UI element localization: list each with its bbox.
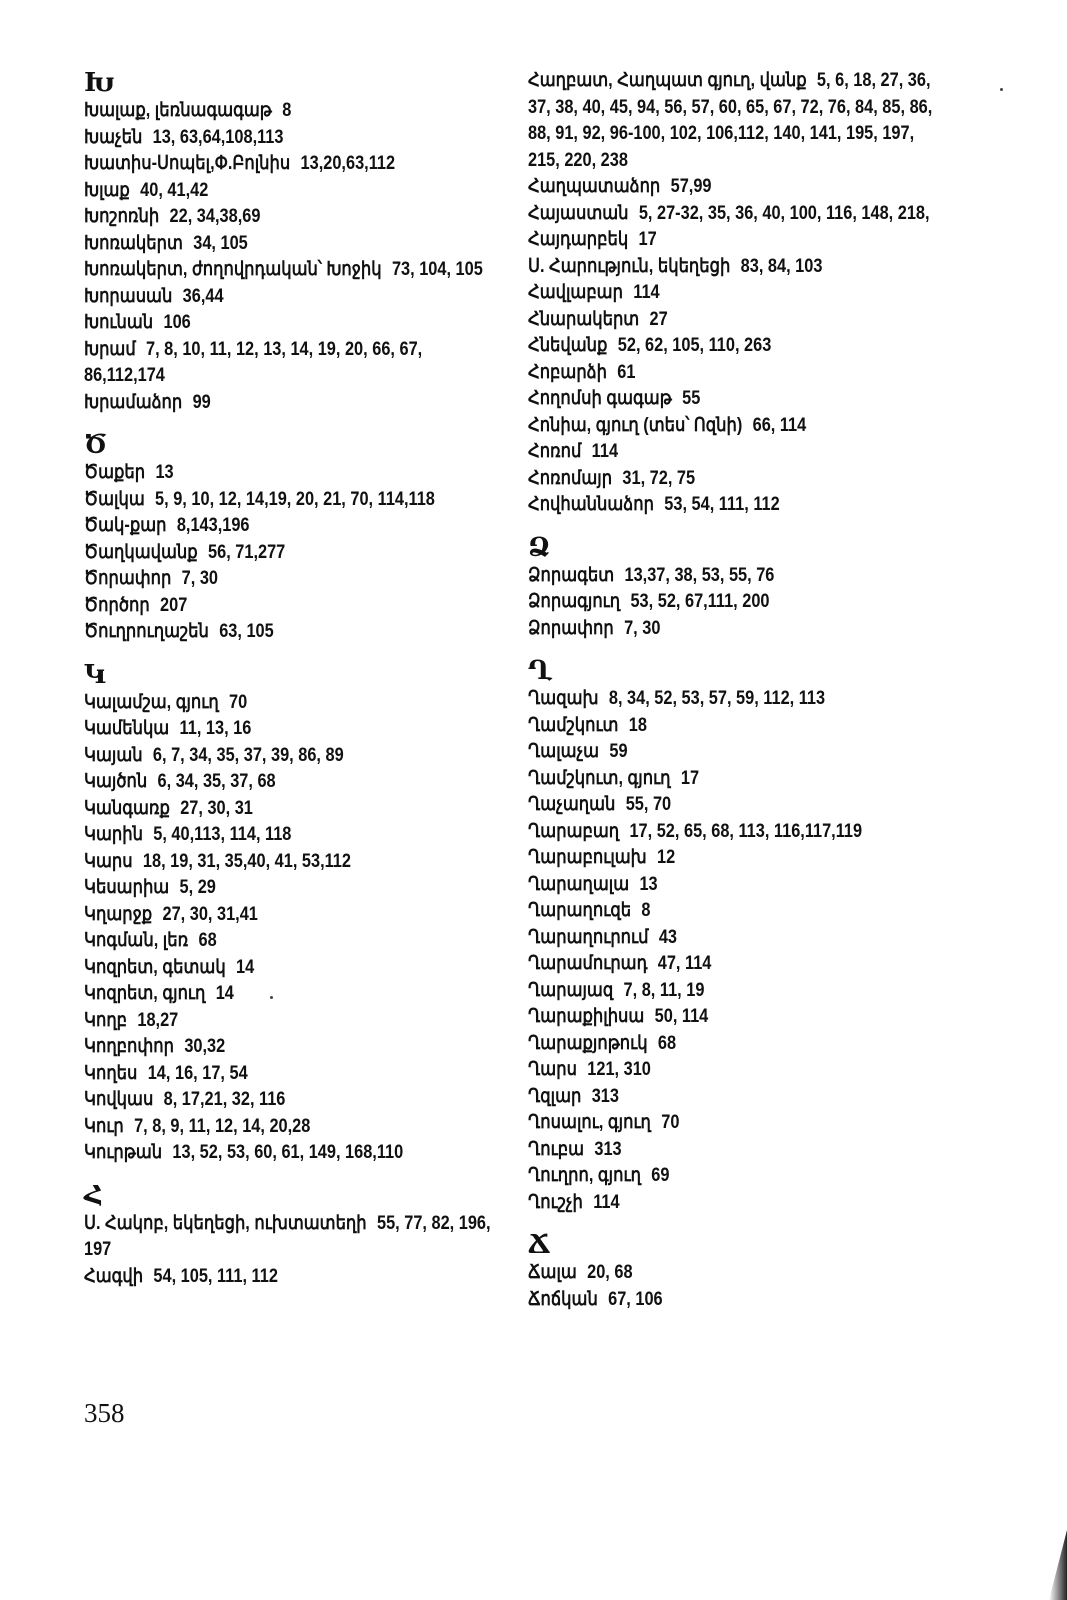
entry-pages: 54, 105, 111, 112	[153, 1265, 278, 1287]
index-entry	[84, 955, 514, 982]
index-entry	[528, 563, 958, 590]
index-entry	[84, 460, 514, 487]
index-entry	[528, 739, 958, 766]
entry-term: Հովհաննաձոր	[528, 494, 654, 515]
entry-term: Կուրթան	[84, 1142, 163, 1163]
entry-term: Ձորափոր	[528, 617, 614, 639]
entry-pages: 56, 71,277	[208, 541, 286, 563]
index-entry	[528, 227, 958, 254]
index-entry	[528, 333, 958, 360]
index-entry	[84, 1140, 514, 1167]
entry-pages: 68	[198, 930, 217, 951]
entry-pages: 5, 29	[179, 877, 216, 898]
index-entry	[528, 1110, 958, 1137]
entry-term: Հաղբատ, Հաղպատ գյուղ, վանք	[528, 70, 807, 91]
entry-term: Ղարաբաղ	[528, 820, 620, 842]
entry-pages: 18	[628, 714, 647, 736]
section-letter: Հ	[84, 1180, 104, 1211]
index-entry	[528, 872, 958, 899]
entry-pages: 36,44	[182, 285, 224, 307]
index-entry	[84, 690, 514, 717]
entry-pages: 27	[649, 308, 668, 330]
index-entry	[84, 716, 514, 743]
entry-pages: 70	[661, 1112, 680, 1133]
entry-term: Հնարակերտ	[528, 308, 640, 330]
index-entry	[528, 792, 958, 819]
index-section	[84, 1167, 544, 1291]
index-entry	[84, 178, 514, 205]
index-entry	[84, 231, 514, 258]
entry-pages: 47, 114	[657, 953, 712, 974]
entry-term: Կանգառք	[84, 797, 170, 819]
index-entry	[84, 1114, 514, 1141]
entry-term: Ղարաղալա	[528, 873, 630, 895]
entry-term: Կարս	[84, 850, 133, 872]
entry-pages: 18,27	[137, 1009, 179, 1031]
entry-term: Հավլաբար	[528, 282, 623, 303]
entry-term: Ղարամուրադ	[528, 953, 648, 974]
section-letter: Ձ	[528, 532, 551, 563]
section-gap	[528, 1216, 988, 1230]
entry-pages: 114	[591, 441, 619, 462]
entry-pages: 313	[594, 1138, 622, 1160]
entry-term: Ծաղկավանք	[84, 541, 198, 563]
index-entry	[528, 978, 958, 1005]
index-entry	[84, 796, 514, 823]
entry-term: Ղզլար	[528, 1085, 582, 1107]
entry-pages: 57,99	[670, 176, 712, 197]
index-entry	[528, 307, 958, 334]
entry-term: Ղուբա	[528, 1138, 585, 1160]
index-entry	[84, 981, 514, 1008]
entry-term: Ղամշկուտ	[528, 714, 619, 736]
entry-term: Ղուղրո, գյուղ	[528, 1165, 641, 1186]
entry-term: Հնեվանք	[528, 335, 608, 356]
index-entry	[528, 386, 958, 413]
entry-pages: 43	[658, 926, 677, 948]
entry-pages: 13, 52, 53, 60, 61, 149, 168,110	[172, 1142, 404, 1163]
entry-term: Ղարաքիլիսա	[528, 1006, 645, 1027]
section-letter: Կ	[84, 659, 106, 690]
index-entry	[528, 1287, 958, 1314]
entry-term: Ձորագետ	[528, 564, 615, 586]
entry-term: Խալաք, լեռնագագաթ	[84, 100, 272, 121]
entry-pages: 207	[160, 594, 188, 616]
index-entry	[528, 845, 958, 872]
entry-pages: 14	[215, 983, 234, 1004]
entry-term: Կարին	[84, 824, 143, 845]
entry-term: Խոռակերտ	[84, 232, 183, 254]
index-entry	[528, 254, 958, 281]
section-letter: Ղ	[528, 656, 552, 686]
entry-pages: 52, 62, 105, 110, 263	[617, 335, 772, 356]
index-entry	[84, 822, 514, 849]
entry-pages: 17	[680, 767, 700, 789]
index-entry	[528, 1057, 958, 1084]
index-entry	[84, 769, 514, 796]
index-entry	[528, 466, 958, 493]
entry-term: Կոզրետ, գետակ	[84, 956, 226, 978]
entry-term: Կովկաս	[84, 1089, 154, 1110]
index-section	[528, 642, 988, 1216]
entry-pages: 27, 30, 31,41	[162, 903, 258, 925]
entry-pages: 7, 30	[181, 568, 219, 589]
entry-term: Ծործոր	[84, 594, 150, 616]
index-entry	[84, 513, 514, 540]
entry-term: Ծալկա	[84, 488, 145, 510]
entry-term: Ղարաղուզե	[528, 900, 632, 921]
entry-pages: 114	[593, 1191, 620, 1213]
entry-term: Հոռոմ	[528, 441, 582, 462]
entry-pages: 11, 13, 16	[179, 718, 252, 739]
entry-pages: 99	[192, 391, 211, 413]
entry-term: Կողբոփոր	[84, 1036, 175, 1057]
entry-pages: 55, 77, 82, 196, 197	[84, 1212, 491, 1260]
entry-term: Ճոճկան	[528, 1288, 598, 1310]
entry-term: Հոռոմայր	[528, 467, 613, 489]
entry-term: Խունան	[84, 312, 154, 333]
entry-pages: 313	[591, 1085, 619, 1107]
index-entry	[84, 875, 514, 902]
entry-pages: 50, 114	[654, 1006, 709, 1027]
entry-term: Խոռակերտ, ժողովրդական՝ Խոջիկ	[84, 259, 382, 280]
entry-pages: 68	[657, 1032, 677, 1054]
entry-term: Կողես	[84, 1062, 138, 1084]
entry-pages: 6, 7, 34, 35, 37, 39, 86, 89	[152, 744, 344, 766]
entry-pages: 7, 8, 11, 19	[623, 979, 705, 1001]
index-entry	[84, 337, 502, 390]
index-entry	[84, 619, 514, 646]
index-entry	[528, 1260, 958, 1287]
entry-term: Կամենկա	[84, 718, 170, 739]
index-entry	[84, 1087, 514, 1114]
entry-pages: 14, 16, 17, 54	[147, 1062, 248, 1084]
entry-pages: 20, 68	[587, 1262, 633, 1283]
entry-pages: 61	[617, 361, 636, 383]
entry-term: Ղարաղուրում	[528, 926, 649, 948]
entry-term: Հայդարբեկ	[528, 229, 629, 250]
section-gap	[84, 646, 544, 660]
index-entry	[528, 1163, 958, 1190]
section-gap	[84, 1167, 544, 1181]
entry-term: Խաչեն	[84, 126, 143, 148]
entry-pages: 63, 105	[219, 621, 274, 642]
entry-pages: 106	[163, 312, 191, 333]
entry-pages: 13, 63,64,108,113	[152, 126, 284, 148]
entry-term: Ծաքեր	[84, 462, 146, 483]
entry-pages: 7, 30	[624, 617, 661, 639]
index-entry	[528, 589, 958, 616]
entry-pages: 5, 9, 10, 12, 14,19, 20, 21, 70, 114,118	[155, 488, 435, 510]
entry-term: Ղալաչա	[528, 741, 600, 762]
entry-pages: 5, 27-32, 35, 36, 40, 100, 116, 148, 218,	[638, 202, 930, 224]
section-gap	[528, 642, 988, 656]
entry-pages: 67, 106	[608, 1288, 663, 1310]
section-letter: Ճ	[528, 1230, 551, 1260]
entry-term: Խլաք	[84, 179, 130, 201]
entry-term: Ղազախ	[528, 688, 599, 709]
entry-pages: 13	[639, 873, 658, 895]
entry-pages: 7, 8, 9, 11, 12, 14, 20,28	[134, 1115, 311, 1137]
entry-pages: 31, 72, 75	[622, 467, 696, 489]
index-section	[84, 68, 544, 416]
entry-pages: 14	[236, 956, 255, 978]
index-entry	[84, 849, 514, 876]
entry-pages: 55, 70	[625, 794, 672, 815]
section-letter: Ծ	[84, 430, 108, 460]
entry-pages: 66, 114	[752, 414, 807, 436]
section-gap	[528, 519, 988, 533]
entry-term: Ղուշչի	[528, 1191, 583, 1213]
scan-speck	[1000, 88, 1003, 91]
entry-pages: 13,37, 38, 53, 55, 76	[624, 564, 775, 586]
right-column	[528, 68, 988, 1313]
index-entry	[528, 713, 958, 740]
entry-pages: 70	[229, 691, 248, 713]
index-entry	[84, 390, 514, 417]
entry-pages: 8	[641, 900, 651, 921]
index-entry	[84, 125, 514, 152]
entry-term: Ղոսալու, գյուղ	[528, 1112, 651, 1133]
index-entry	[84, 98, 514, 125]
entry-term: Ձորագյուղ	[528, 591, 621, 612]
index-entry	[528, 360, 958, 387]
entry-pages: 8	[282, 100, 292, 121]
entry-term: Խրամաձոր	[84, 391, 183, 413]
index-entry	[84, 928, 514, 955]
left-column	[84, 68, 544, 1290]
entry-term: Ս. Հակոբ, եկեղեցի, ուխտատեղի	[84, 1212, 367, 1234]
entry-term: Հագվի	[84, 1265, 144, 1287]
entry-term: Հաղպատաձոր	[528, 176, 661, 197]
entry-term: Ճալա	[528, 1262, 577, 1283]
entry-pages: 53, 52, 67,111, 200	[630, 591, 770, 612]
index-entry	[84, 310, 514, 337]
index-entry	[528, 766, 958, 793]
entry-term: Ղարս	[528, 1059, 577, 1080]
entry-pages: 30,32	[184, 1036, 226, 1057]
entry-term: Խորասան	[84, 285, 173, 307]
index-entry	[528, 1084, 958, 1111]
scan-edge-shadow	[1049, 1530, 1067, 1600]
index-entry	[528, 819, 958, 846]
entry-term: Հայաստան	[528, 202, 629, 224]
entry-term: Ղարաբուլախ	[528, 847, 647, 868]
index-entry	[528, 686, 958, 713]
entry-pages: 40, 41,42	[140, 179, 209, 201]
index-entry	[84, 257, 502, 284]
index-entry	[84, 487, 514, 514]
entry-term: Ղարայազ	[528, 979, 614, 1001]
entry-term: Կուր	[84, 1115, 124, 1137]
entry-term: Խրամ	[84, 338, 136, 360]
index-entry	[84, 566, 514, 593]
index-entry	[528, 201, 958, 228]
index-entry	[528, 68, 946, 174]
index-section	[528, 68, 988, 519]
entry-pages: 17, 52, 65, 68, 113, 116,117,119	[629, 820, 863, 842]
entry-pages: 6, 34, 35, 37, 68	[157, 771, 276, 792]
index-entry	[528, 1031, 958, 1058]
index-entry	[528, 413, 958, 440]
scan-speck	[270, 996, 273, 999]
index-entry	[528, 492, 958, 519]
index-entry	[528, 174, 958, 201]
index-section	[84, 416, 544, 646]
entry-pages: 8,143,196	[176, 515, 250, 536]
entry-pages: 55	[682, 388, 701, 409]
entry-pages: 114	[633, 282, 660, 303]
index-entry	[84, 151, 514, 178]
index-entry	[84, 540, 514, 567]
entry-term: Հոբարձի	[528, 361, 607, 383]
index-entry	[528, 1004, 958, 1031]
section-gap	[84, 416, 544, 430]
entry-term: Կողբ	[84, 1009, 128, 1031]
entry-pages: 34, 105	[193, 232, 248, 254]
section-letter: Խ	[84, 68, 115, 98]
entry-term: Կոգման, լեռ	[84, 930, 189, 951]
entry-pages: 73, 104, 105	[391, 259, 483, 280]
entry-pages: 13	[155, 462, 174, 483]
entry-pages: 8, 34, 52, 53, 57, 59, 112, 113	[608, 688, 826, 709]
index-entry	[528, 1190, 958, 1217]
index-entry	[528, 280, 958, 307]
index-entry	[84, 902, 514, 929]
entry-pages: 18, 19, 31, 35,40, 41, 53,112	[142, 850, 351, 872]
page-number: 358	[84, 1398, 125, 1428]
entry-term: Հողոմսի գագաթ	[528, 388, 672, 409]
entry-pages: 22, 34,38,69	[169, 206, 261, 227]
entry-pages: 7, 8, 10, 11, 12, 13, 14, 19, 20, 66, 67, 86,112,174	[84, 338, 423, 386]
index-section	[528, 1216, 988, 1313]
index-entry	[84, 593, 514, 620]
entry-term: Ծակ-քար	[84, 515, 167, 536]
index-entry	[84, 1008, 514, 1035]
entry-term: Ծորափոր	[84, 568, 172, 589]
index-entry	[528, 616, 958, 643]
entry-pages: 12	[657, 847, 676, 868]
entry-term: Կալամշա, գյուղ	[84, 691, 219, 713]
index-entry	[84, 1211, 502, 1264]
entry-pages: 59	[609, 741, 628, 762]
index-entry	[528, 439, 958, 466]
entry-term: Կայծոն	[84, 771, 148, 792]
entry-pages: 27, 30, 31	[180, 797, 253, 819]
entry-term: Ծուղրուղաշեն	[84, 621, 209, 642]
entry-pages: 69	[651, 1165, 670, 1186]
entry-term: Ղարաքյոթուկ	[528, 1032, 648, 1054]
entry-pages: 13,20,63,112	[300, 153, 396, 174]
entry-term: Խոշոռնի	[84, 206, 160, 227]
index-entry	[528, 898, 958, 925]
entry-term: Կայան	[84, 744, 143, 766]
index-entry	[84, 1061, 514, 1088]
entry-pages: 83, 84, 103	[740, 255, 823, 277]
entry-pages: 53, 54, 111, 112	[664, 494, 780, 515]
entry-term: Ղամշկուտ, գյուղ	[528, 767, 671, 789]
index-entry	[528, 1137, 958, 1164]
index-entry	[84, 1034, 514, 1061]
entry-pages: 121, 310	[587, 1059, 651, 1080]
index-entry	[528, 925, 958, 952]
entry-term: Կեսարիա	[84, 877, 170, 898]
index-entry	[84, 743, 514, 770]
entry-pages: 8, 17,21, 32, 116	[163, 1089, 286, 1110]
entry-term: Կոզրետ, գյուղ	[84, 983, 206, 1004]
index-entry	[528, 951, 958, 978]
entry-term: Հոնիա, գյուղ (տես՝ Ոզնի)	[528, 414, 743, 436]
index-section	[84, 646, 544, 1167]
entry-term: Խատիս-Սոպել,Փ.Բոլնիս	[84, 153, 291, 174]
index-entry	[84, 284, 514, 311]
entry-pages: 5, 6, 18, 27, 36, 37, 38, 40, 45, 94, 56, 57, 60, 65, 67, 72, 76, 84, 85, 86, 88, 91, 92, 96-100, 102, 106,112, 140, 141, 195, 197, 215, 220, 238	[528, 70, 933, 171]
entry-term: Ղաչաղան	[528, 794, 616, 815]
entry-term: Կղարջք	[84, 903, 153, 925]
index-section	[528, 519, 988, 643]
index-entry	[84, 204, 514, 231]
entry-pages: 17	[638, 229, 657, 250]
index-entry	[84, 1264, 514, 1291]
entry-pages: 5, 40,113, 114, 118	[153, 824, 292, 845]
entry-term: Ս. Հարություն, եկեղեցի	[528, 255, 731, 277]
